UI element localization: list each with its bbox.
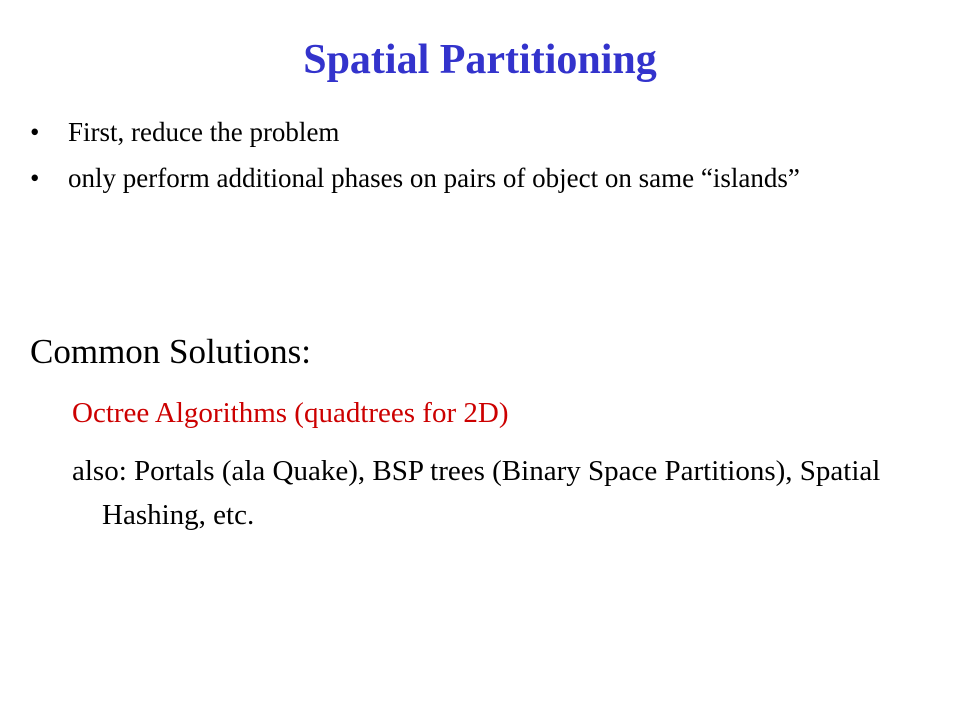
bullet-item	[30, 112, 926, 152]
bullet-text: First, reduce the problem	[68, 117, 340, 147]
bullet-text: only perform additional phases on pairs of object on same “islands”	[68, 163, 800, 193]
bullet-list	[30, 112, 926, 204]
slide-title: Spatial Partitioning	[303, 37, 657, 83]
bullet-marker: •	[30, 117, 40, 147]
solution-octree: Octree Algorithms (quadtrees for 2D)	[72, 397, 509, 429]
bullet-item	[30, 158, 926, 198]
bullet-marker: •	[30, 163, 40, 193]
solution-others: also: Portals (ala Quake), BSP trees (Binary Space Partitions), Spatial Hashing, etc.	[72, 455, 881, 531]
section-heading: Common Solutions:	[30, 332, 312, 371]
